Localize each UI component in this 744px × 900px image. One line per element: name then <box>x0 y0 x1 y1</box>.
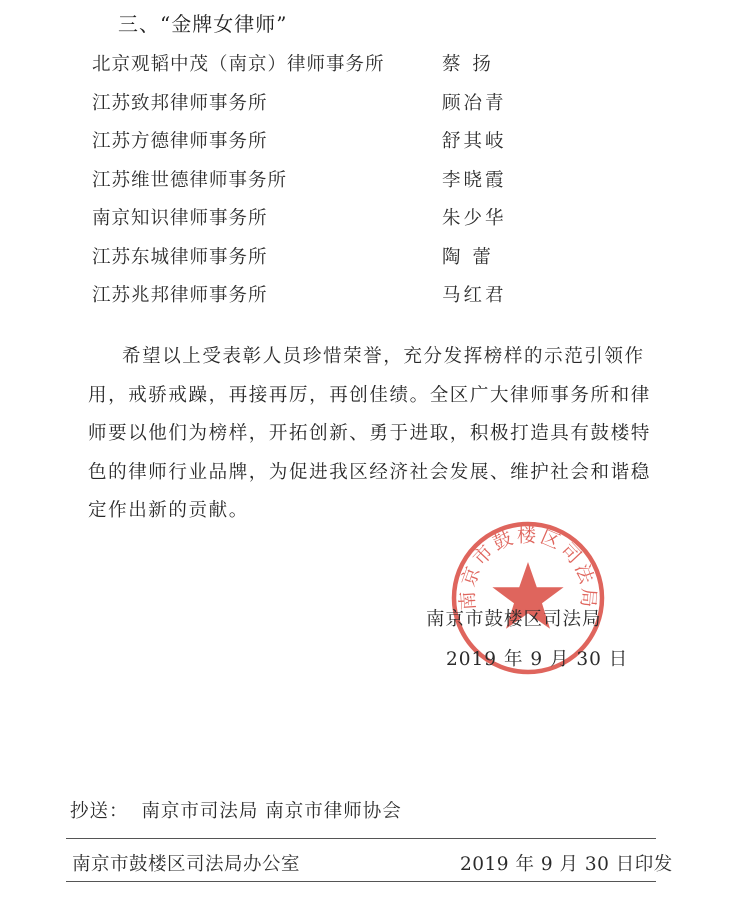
lawyer-name: 顾冶青 <box>442 92 507 114</box>
law-firm-name: 江苏方德律师事务所 <box>92 131 268 152</box>
body-paragraph: 希望以上受表彰人员珍惜荣誉，充分发挥榜样的示范引领作用，戒骄戒躁，再接再厉，再创佳绩。全区广大律师事务所和律师要以他们为榜样，开拓创新、勇于进取，积极打造具有鼓楼特色的律师行业品牌，为促进我区经济社会发展、维护社会和谐稳定作出新的贡献。 <box>88 346 651 521</box>
award-list <box>92 46 522 316</box>
law-firm-name: 江苏致邦律师事务所 <box>92 92 268 114</box>
law-firm-name: 南京知识律师事务所 <box>92 208 268 229</box>
lawyer-name: 舒其岐 <box>442 131 507 152</box>
divider-line <box>66 881 656 882</box>
lawyer-name: 朱少华 <box>442 208 507 229</box>
seal-text-path: 南京市鼓楼区司法局 <box>456 524 600 611</box>
footer-issue-date: 2019 年 9 月 30 日印发 <box>460 854 673 875</box>
section-heading: 三、“金牌女律师” <box>118 12 288 36</box>
footer-office: 南京市鼓楼区司法局办公室 <box>72 854 301 875</box>
lawyer-name: 蔡 扬 <box>442 54 494 75</box>
issuing-authority: 南京市鼓楼区司法局 <box>426 609 602 630</box>
law-firm-name: 北京观韬中茂（南京）律师事务所 <box>92 54 385 75</box>
award-row <box>92 123 522 162</box>
award-row <box>92 200 522 239</box>
law-firm-name: 江苏东城律师事务所 <box>92 246 268 268</box>
cc-label: 抄送： <box>70 801 129 822</box>
lawyer-name: 马红君 <box>442 285 507 306</box>
award-row <box>92 162 522 201</box>
award-row <box>92 239 522 278</box>
divider-line <box>66 838 656 839</box>
cc-recipients: 南京市司法局 南京市律师协会 <box>141 801 402 822</box>
award-row <box>92 46 522 85</box>
award-row <box>92 85 522 124</box>
award-row <box>92 277 522 316</box>
issue-date: 2019 年 9 月 30 日 <box>446 649 629 670</box>
lawyer-name: 陶 蕾 <box>442 246 494 268</box>
law-firm-name: 江苏兆邦律师事务所 <box>92 285 268 306</box>
body-text <box>88 338 668 531</box>
lawyer-name: 李晓霞 <box>442 169 507 191</box>
cc-line <box>70 797 402 823</box>
law-firm-name: 江苏维世德律师事务所 <box>92 169 288 191</box>
